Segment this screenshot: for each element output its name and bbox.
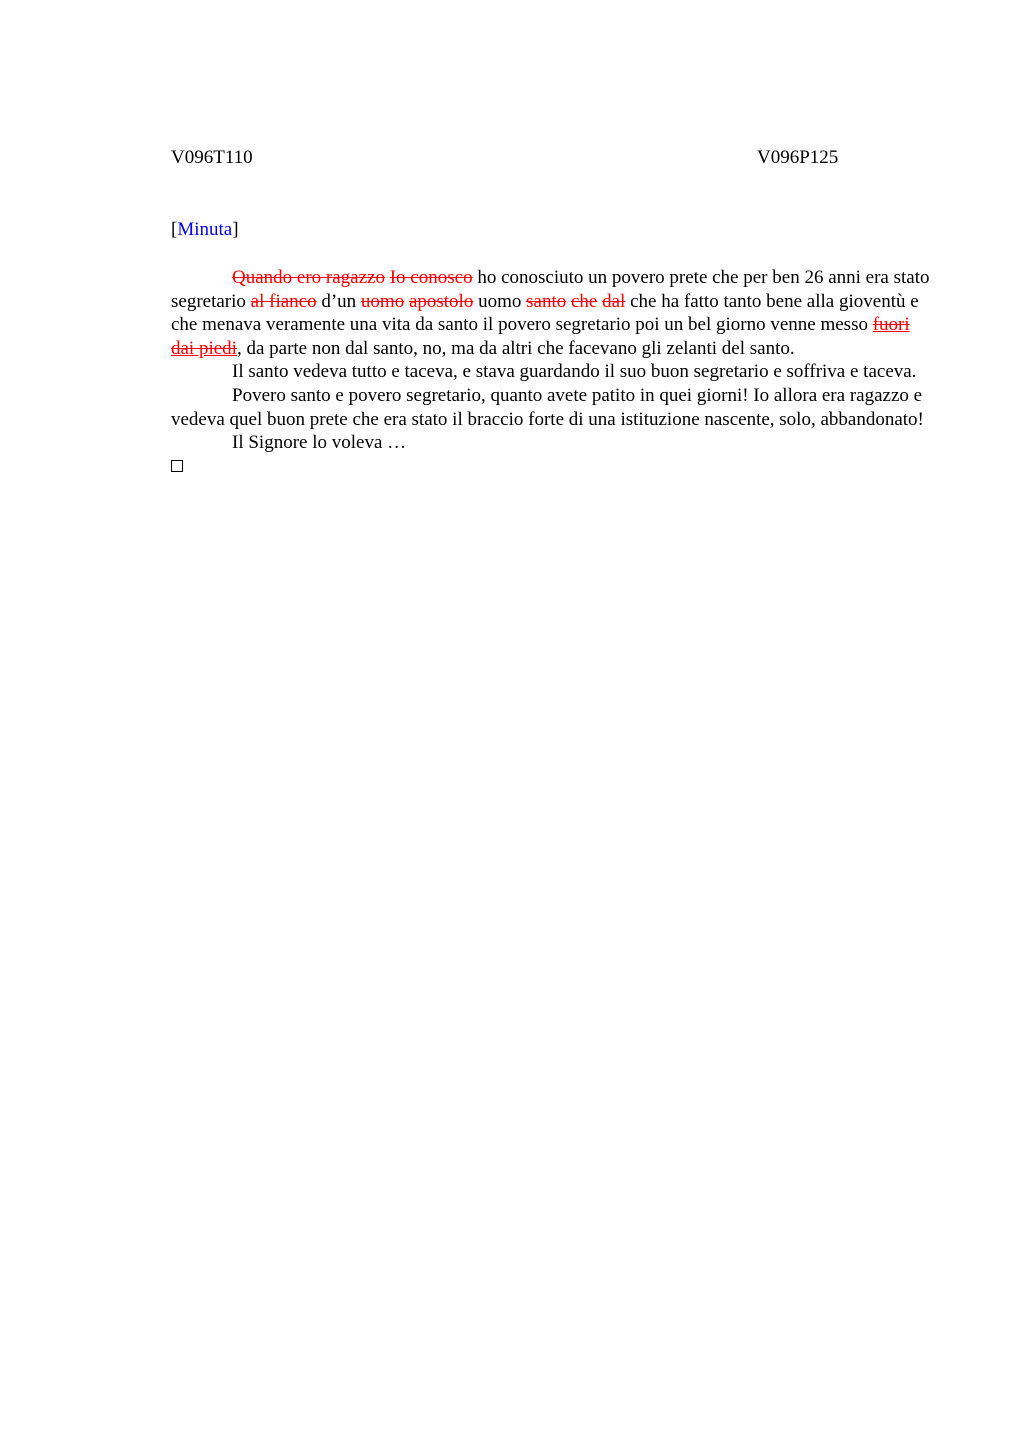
deleted-text: Io conosco xyxy=(389,267,473,288)
header-right-code: V096P125 xyxy=(757,147,839,168)
deleted-text: al fianco xyxy=(250,290,317,312)
label-minuta: Minuta xyxy=(177,219,233,240)
paragraph-3: Povero santo e povero segretario, quanto avete patito in quei giorni! Io allora era ragazzo e vedeva quel buon prete che era stato il braccio forte di una istituzione nascente, solo, abbandonato! xyxy=(171,384,924,430)
deleted-text: dal xyxy=(602,290,626,312)
deleted-text: Quando ero ragazzo xyxy=(232,267,385,288)
header-left-code: V096T110 xyxy=(171,147,253,168)
paragraph-text: , da parte non dal santo, no, ma da altri che facevano gli zelanti del santo. xyxy=(236,337,795,359)
paragraph-2: Il santo vedeva tutto e taceva, e stava guardando il suo buon segretario e soffriva e taceva. xyxy=(232,361,917,383)
deleted-text: apostolo xyxy=(408,290,474,312)
paragraph-text: ho conosciuto un povero prete che per ben 26 anni era stato segretario xyxy=(171,267,930,312)
deleted-text: che xyxy=(570,290,598,312)
deleted-underlined-text: fuori dai piedi xyxy=(171,314,910,359)
paragraph-text: che ha fatto tanto bene alla gioventù e che menava veramente una vita da santo il povero segretario poi un bel giorno venne messo xyxy=(171,290,919,336)
section-label xyxy=(171,219,239,241)
deleted-text: uomo xyxy=(360,290,405,312)
paragraph-1 xyxy=(171,266,931,360)
label-open-bracket: [ xyxy=(171,219,178,240)
document-body xyxy=(171,266,931,472)
paragraph-text: d’un xyxy=(316,290,361,312)
paragraph-4: Il Signore lo voleva … xyxy=(232,432,407,454)
label-close-bracket: ] xyxy=(232,219,239,240)
deleted-text: santo xyxy=(526,290,567,312)
paragraph-text: uomo xyxy=(473,290,527,312)
square-outline-icon xyxy=(171,460,183,472)
